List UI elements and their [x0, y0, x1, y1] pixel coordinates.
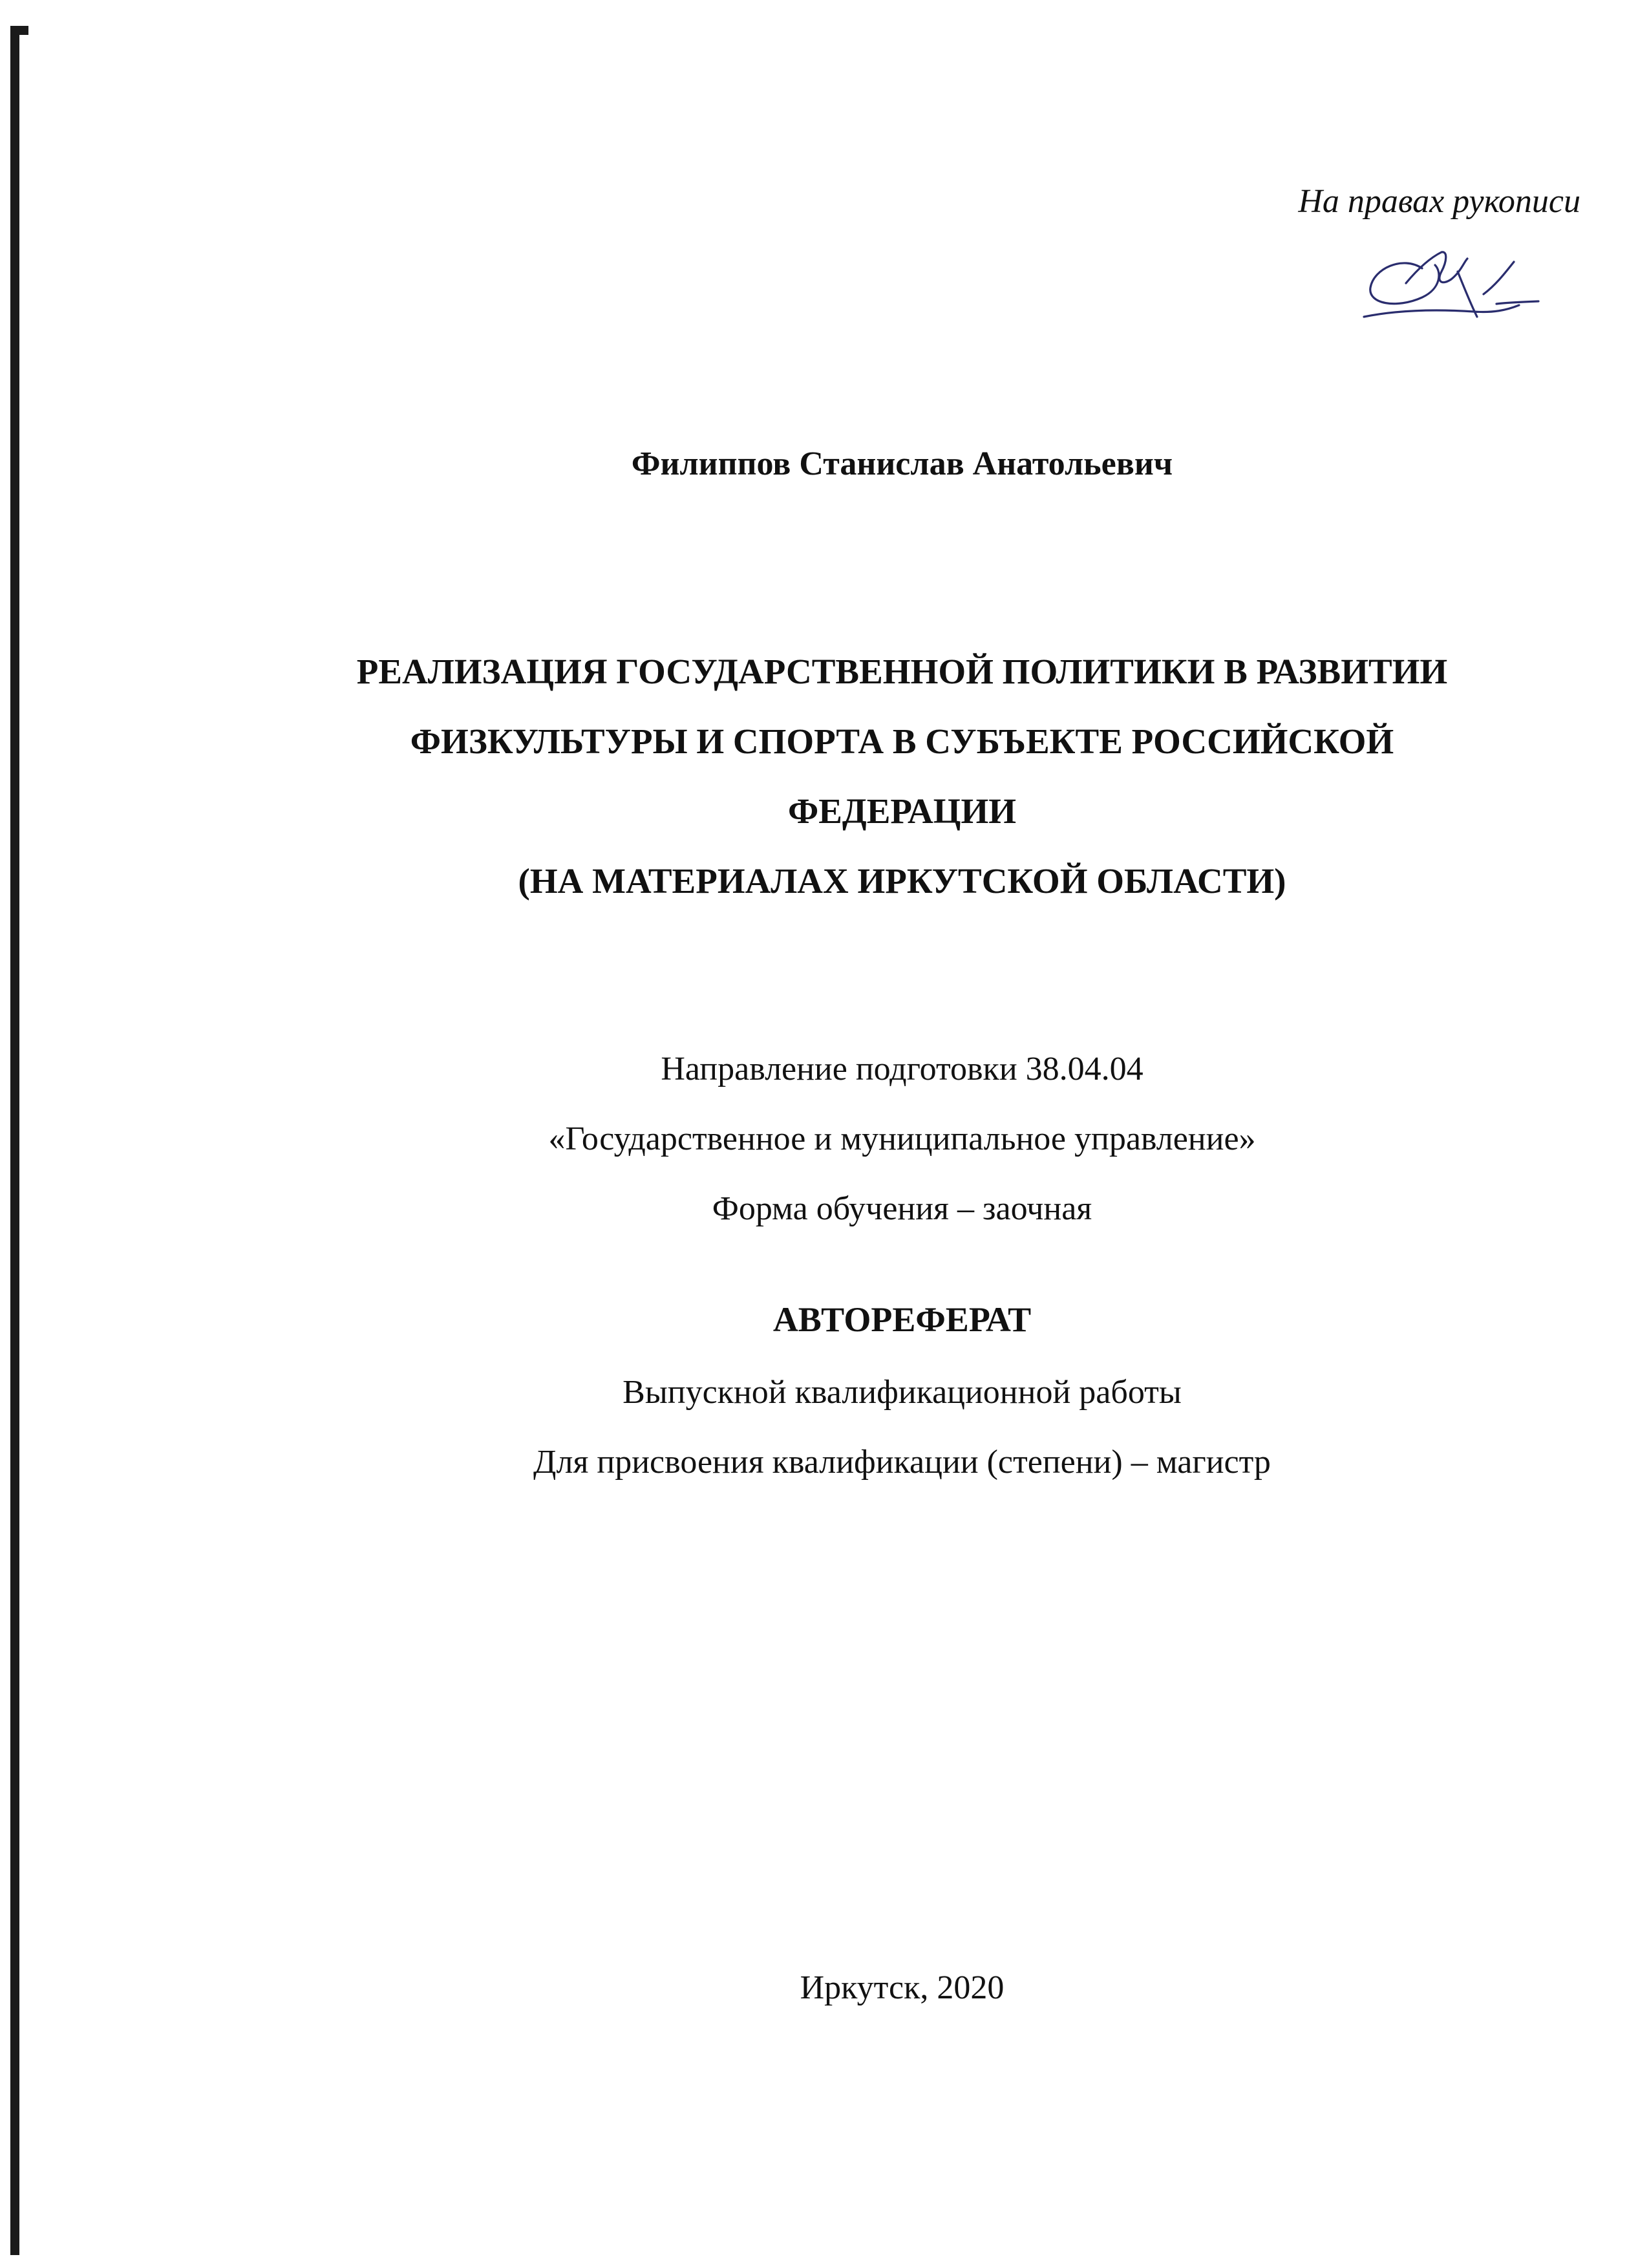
title-line: ФИЗКУЛЬТУРЫ И СПОРТА В СУБЪЕКТЕ РОССИЙСКОЙ [410, 722, 1394, 761]
study-form: Форма обучения – заочная [712, 1190, 1092, 1227]
title-line: (НА МАТЕРИАЛАХ ИРКУТСКОЙ ОБЛАСТИ) [518, 861, 1286, 901]
program-name: «Государственное и муниципальное управление» [548, 1120, 1256, 1157]
title-line: ФЕДЕРАЦИИ [787, 791, 1017, 831]
document-type: АВТОРЕФЕРАТ [772, 1300, 1032, 1339]
purpose-line: Для присвоения квалификации (степени) – магистр [533, 1444, 1271, 1481]
document-purpose [78, 1358, 1649, 1497]
title-line: РЕАЛИЗАЦИЯ ГОСУДАРСТВЕННОЙ ПОЛИТИКИ В РАЗВИТИИ [356, 652, 1448, 691]
place-and-year: Иркутск, 2020 [800, 1969, 1005, 2006]
scan-edge [10, 31, 19, 2255]
author-name: Филиппов Станислав Анатольевич [631, 445, 1173, 482]
manuscript-rights-label: На правах рукописи [1298, 183, 1580, 220]
thesis-title [78, 637, 1649, 916]
signature-icon [1345, 233, 1564, 330]
purpose-line: Выпускной квалификационной работы [622, 1374, 1182, 1411]
program-direction: Направление подготовки 38.04.04 [661, 1051, 1144, 1087]
program-info [78, 1034, 1649, 1244]
